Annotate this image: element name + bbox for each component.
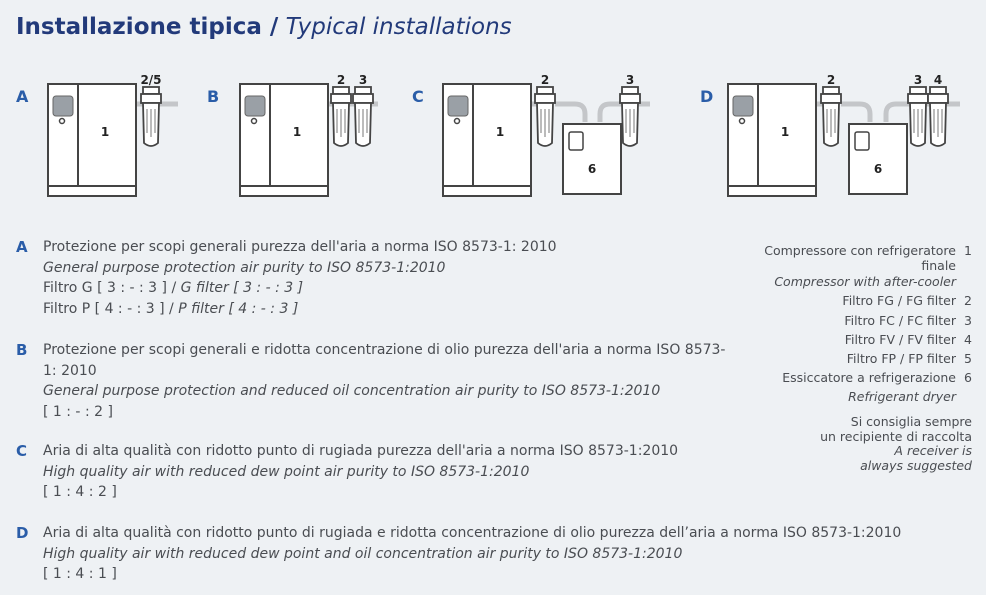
description-italian: Aria di alta qualità con ridotto punto di rugiada e ridotta concentrazione di olio purezza dell’aria a norma ISO 8573-1:2010 (43, 525, 902, 541)
legend-label-en: Refrigerant dryer (848, 389, 956, 405)
filter-A (141, 87, 161, 146)
legend-label-cont: finale (921, 258, 956, 274)
legend-label: Filtro FG / FG filter (842, 293, 956, 309)
filter-g-en: G filter [ 3 : - : 3 ] (180, 280, 304, 296)
compressor-C (443, 84, 531, 196)
filter-B-2 (353, 87, 373, 146)
description-class: [ 1 : 4 : 2 ] (43, 484, 117, 500)
diagram-letter-B: B (207, 87, 220, 106)
description-english: High quality air with reduced dew point air purity to ISO 8573-1:2010 (43, 463, 530, 480)
description-english: High quality air with reduced dew point and oil concentration air purity to ISO 8573-1:2010 (43, 545, 683, 562)
dryer-number-D: 6 (873, 162, 883, 176)
filter-C-2 (620, 87, 640, 146)
legend-number: 1 (964, 243, 972, 258)
compressor-B (240, 84, 328, 196)
page-title (16, 14, 512, 40)
diagram-D (700, 73, 960, 196)
title-english: Typical installations (285, 14, 512, 40)
dryer-D (849, 124, 907, 194)
legend-spacer (956, 260, 972, 272)
legend-item-3 (672, 311, 972, 330)
legend-item-4 (672, 330, 972, 349)
legend-label: Filtro FV / FV filter (844, 331, 956, 347)
filter-label-B-2: 3 (358, 73, 368, 87)
description-letter: B (16, 341, 28, 359)
diagram-B (207, 73, 378, 196)
legend-label: Compressore con refrigeratore (764, 243, 956, 258)
compressor-number-C: 1 (495, 125, 505, 139)
filter-label-A: 2/5 (140, 73, 162, 87)
legend-spacer (956, 272, 972, 291)
note-it-line2: un recipiente di raccolta (820, 428, 972, 444)
note-en-line2: always suggested (860, 457, 972, 473)
compressor-number-D: 1 (780, 125, 790, 139)
filter-D-2 (908, 87, 928, 146)
legend-number: 5 (964, 351, 972, 367)
legend-item-1-en (672, 272, 972, 291)
note-it-line1: Si consiglia sempre (850, 414, 972, 429)
filter-label-D-2: 3 (913, 73, 923, 87)
installation-diagrams (0, 60, 986, 210)
filter-D-1 (821, 87, 841, 146)
legend-number: 6 (964, 370, 972, 386)
diagram-C (412, 73, 650, 196)
compressor-number-A: 1 (100, 125, 110, 139)
description-letter: A (16, 238, 28, 256)
diagram-letter-C: C (412, 87, 424, 106)
description-italian: Protezione per scopi generali purezza dell'aria a norma ISO 8573-1: 2010 (43, 239, 557, 255)
compressor-A (48, 84, 136, 196)
legend-item-2 (672, 291, 972, 310)
filter-label-B-1: 2 (336, 73, 346, 87)
dryer-C (563, 124, 621, 194)
filter-p-it: Filtro P [ 4 : - : 3 ] / (43, 300, 174, 317)
description-english: General purpose protection and reduced oil concentration air purity to ISO 8573-1:2010 (43, 383, 661, 399)
filter-D-3 (928, 87, 948, 146)
filter-label-C-2: 3 (625, 73, 635, 87)
note-en-line1: A receiver is (894, 443, 972, 458)
diagram-A (16, 73, 178, 196)
legend-item-6 (672, 368, 972, 387)
legend-number: 3 (964, 312, 972, 328)
legend-label-en: Compressor with after-cooler (774, 274, 956, 290)
legend-item-1-cont (672, 260, 972, 272)
legend-item-6-en (672, 387, 972, 406)
description-letter: D (16, 524, 29, 542)
filter-p-en: P filter [ 4 : - : 3 ] (178, 300, 299, 317)
legend (672, 241, 972, 407)
description-italian: Protezione per scopi generali e ridotta concentrazione di olio purezza dell'aria a norma ISO 8573-1: 2010 (43, 342, 726, 379)
filter-label-D-1: 2 (826, 73, 836, 87)
legend-label: Filtro FP / FP filter (846, 351, 956, 367)
legend-label: Filtro FC / FC filter (844, 312, 956, 328)
compressor-D (728, 84, 816, 196)
description-class: [ 1 : 4 : 1 ] (43, 566, 117, 582)
filter-g-it: Filtro G [ 3 : - : 3 ] / (43, 280, 177, 296)
receiver-note (752, 415, 972, 473)
description-english: General purpose protection air purity to ISO 8573-1:2010 (43, 259, 446, 276)
filter-B-1 (331, 87, 351, 146)
compressor-number-B: 1 (292, 125, 302, 139)
description-italian: Aria di alta qualità con ridotto punto di rugiada purezza dell'aria a norma ISO 8573-1:2010 (43, 443, 679, 459)
description-class: [ 1 : - : 2 ] (43, 403, 113, 420)
filter-label-D-3: 4 (933, 73, 943, 87)
legend-item-5 (672, 349, 972, 368)
legend-label: Essiccatore a refrigerazione (782, 370, 956, 386)
filter-C-1 (535, 87, 555, 146)
filter-label-C-1: 2 (540, 73, 550, 87)
legend-spacer (956, 387, 972, 406)
diagram-letter-A: A (16, 87, 29, 106)
description-letter: C (16, 442, 28, 460)
dryer-number-C: 6 (587, 162, 597, 176)
legend-number: 4 (964, 331, 972, 347)
title-italian: Installazione tipica / (16, 14, 279, 40)
diagram-letter-D: D (700, 87, 714, 106)
legend-number: 2 (964, 293, 972, 309)
